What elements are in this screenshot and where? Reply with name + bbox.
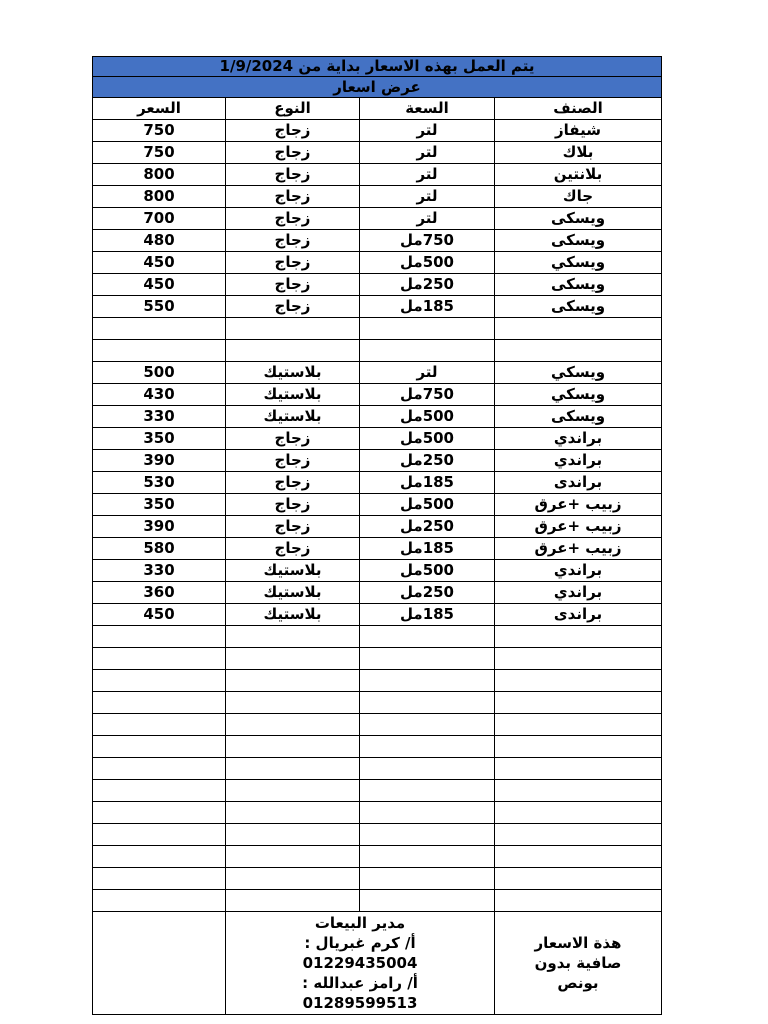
size-cell: 250مل bbox=[360, 274, 495, 296]
empty-cell bbox=[226, 714, 360, 736]
footer-row bbox=[93, 912, 662, 1015]
empty-cell bbox=[226, 670, 360, 692]
table-row bbox=[93, 252, 662, 274]
empty-cell bbox=[226, 736, 360, 758]
empty-cell bbox=[360, 318, 495, 340]
table-row bbox=[93, 164, 662, 186]
size-cell: لتر bbox=[360, 120, 495, 142]
column-header-size: السعة bbox=[360, 98, 495, 120]
price-cell: 580 bbox=[93, 538, 226, 560]
empty-row bbox=[93, 890, 662, 912]
product-cell: ويسكى bbox=[495, 406, 662, 428]
size-cell: 500مل bbox=[360, 252, 495, 274]
price-cell: 800 bbox=[93, 164, 226, 186]
type-cell: زجاج bbox=[226, 142, 360, 164]
empty-cell bbox=[495, 318, 662, 340]
product-cell: زبيب +عرق bbox=[495, 538, 662, 560]
size-cell: 500مل bbox=[360, 428, 495, 450]
manager-title: مدير البيعات bbox=[314, 914, 406, 932]
empty-cell bbox=[226, 824, 360, 846]
validity-notice: يتم العمل بهذه الاسعار بداية من 1/9/2024 bbox=[93, 57, 662, 77]
type-cell: بلاستيك bbox=[226, 406, 360, 428]
footer-blank-cell bbox=[93, 912, 226, 1015]
empty-cell bbox=[93, 714, 226, 736]
table-row bbox=[93, 230, 662, 252]
empty-cell bbox=[226, 340, 360, 362]
type-cell: زجاج bbox=[226, 164, 360, 186]
price-cell: 330 bbox=[93, 406, 226, 428]
table-row bbox=[93, 384, 662, 406]
table-row bbox=[93, 450, 662, 472]
product-cell: ويسكي bbox=[495, 252, 662, 274]
column-header-row bbox=[93, 98, 662, 120]
price-list-table bbox=[92, 56, 662, 1015]
product-cell: براندى bbox=[495, 604, 662, 626]
net-prices-note: هذة الاسعار صافية بدون بونص bbox=[495, 912, 662, 1015]
column-header-price: السعر bbox=[93, 98, 226, 120]
size-cell: 500مل bbox=[360, 560, 495, 582]
empty-cell bbox=[360, 780, 495, 802]
empty-cell bbox=[360, 802, 495, 824]
price-cell: 500 bbox=[93, 362, 226, 384]
type-cell: زجاج bbox=[226, 274, 360, 296]
empty-cell bbox=[226, 648, 360, 670]
empty-cell bbox=[495, 670, 662, 692]
empty-row bbox=[93, 758, 662, 780]
empty-cell bbox=[226, 868, 360, 890]
type-cell: زجاج bbox=[226, 428, 360, 450]
price-cell: 350 bbox=[93, 494, 226, 516]
empty-cell bbox=[360, 824, 495, 846]
size-cell: لتر bbox=[360, 186, 495, 208]
empty-cell bbox=[495, 648, 662, 670]
price-cell: 390 bbox=[93, 516, 226, 538]
product-cell: زبيب +عرق bbox=[495, 494, 662, 516]
empty-cell bbox=[226, 692, 360, 714]
empty-row bbox=[93, 670, 662, 692]
price-list-body bbox=[93, 57, 662, 1015]
price-cell: 550 bbox=[93, 296, 226, 318]
empty-cell bbox=[360, 340, 495, 362]
empty-cell bbox=[360, 736, 495, 758]
empty-cell bbox=[495, 758, 662, 780]
empty-cell bbox=[93, 846, 226, 868]
table-row bbox=[93, 582, 662, 604]
type-cell: زجاج bbox=[226, 208, 360, 230]
size-cell: لتر bbox=[360, 362, 495, 384]
empty-row bbox=[93, 648, 662, 670]
price-offer-title: عرض اسعار bbox=[93, 77, 662, 98]
empty-cell bbox=[93, 670, 226, 692]
empty-cell bbox=[93, 318, 226, 340]
notice-row bbox=[93, 57, 662, 77]
price-cell: 750 bbox=[93, 142, 226, 164]
type-cell: بلاستيك bbox=[226, 604, 360, 626]
empty-row bbox=[93, 846, 662, 868]
price-cell: 450 bbox=[93, 274, 226, 296]
product-cell: جاك bbox=[495, 186, 662, 208]
size-cell: 250مل bbox=[360, 582, 495, 604]
empty-cell bbox=[360, 868, 495, 890]
column-header-type: النوع bbox=[226, 98, 360, 120]
price-cell: 750 bbox=[93, 120, 226, 142]
table-row bbox=[93, 186, 662, 208]
empty-cell bbox=[226, 626, 360, 648]
empty-cell bbox=[360, 846, 495, 868]
empty-cell bbox=[360, 714, 495, 736]
contact-2-name: أ/ رامز عبدالله : bbox=[302, 974, 418, 992]
table-row bbox=[93, 362, 662, 384]
empty-cell bbox=[495, 692, 662, 714]
contact-1-phone: 01229435004 bbox=[302, 954, 418, 972]
price-cell: 390 bbox=[93, 450, 226, 472]
table-row bbox=[93, 120, 662, 142]
price-cell: 450 bbox=[93, 252, 226, 274]
price-cell: 800 bbox=[93, 186, 226, 208]
empty-row bbox=[93, 692, 662, 714]
empty-cell bbox=[93, 736, 226, 758]
type-cell: زجاج bbox=[226, 120, 360, 142]
table-row bbox=[93, 604, 662, 626]
price-cell: 700 bbox=[93, 208, 226, 230]
empty-row bbox=[93, 824, 662, 846]
size-cell: 500مل bbox=[360, 406, 495, 428]
type-cell: بلاستيك bbox=[226, 560, 360, 582]
contact-1-name: أ/ كرم غبريال : bbox=[304, 934, 416, 952]
empty-row bbox=[93, 714, 662, 736]
empty-cell bbox=[93, 802, 226, 824]
type-cell: بلاستيك bbox=[226, 362, 360, 384]
table-row bbox=[93, 538, 662, 560]
empty-cell bbox=[360, 692, 495, 714]
type-cell: زجاج bbox=[226, 494, 360, 516]
empty-cell bbox=[360, 890, 495, 912]
size-cell: 750مل bbox=[360, 230, 495, 252]
product-cell: ويسكي bbox=[495, 384, 662, 406]
column-header-product: الصنف bbox=[495, 98, 662, 120]
size-cell: 185مل bbox=[360, 296, 495, 318]
type-cell: زجاج bbox=[226, 252, 360, 274]
empty-cell bbox=[93, 648, 226, 670]
empty-row bbox=[93, 802, 662, 824]
product-cell: ويسكى bbox=[495, 296, 662, 318]
product-cell: بلاك bbox=[495, 142, 662, 164]
empty-row bbox=[93, 780, 662, 802]
empty-row bbox=[93, 736, 662, 758]
subtitle-row bbox=[93, 77, 662, 98]
empty-cell bbox=[226, 846, 360, 868]
price-cell: 330 bbox=[93, 560, 226, 582]
empty-cell bbox=[495, 736, 662, 758]
price-cell: 350 bbox=[93, 428, 226, 450]
empty-cell bbox=[495, 714, 662, 736]
table-row bbox=[93, 428, 662, 450]
product-cell: براندي bbox=[495, 560, 662, 582]
empty-cell bbox=[495, 802, 662, 824]
size-cell: 185مل bbox=[360, 538, 495, 560]
empty-cell bbox=[93, 626, 226, 648]
empty-cell bbox=[495, 868, 662, 890]
price-cell: 360 bbox=[93, 582, 226, 604]
price-cell: 450 bbox=[93, 604, 226, 626]
empty-cell bbox=[93, 340, 226, 362]
empty-cell bbox=[360, 670, 495, 692]
table-row bbox=[93, 142, 662, 164]
sales-manager-block bbox=[226, 912, 495, 1015]
table-row bbox=[93, 208, 662, 230]
empty-cell bbox=[495, 626, 662, 648]
empty-cell bbox=[226, 890, 360, 912]
size-cell: 750مل bbox=[360, 384, 495, 406]
product-cell: ويسكي bbox=[495, 362, 662, 384]
size-cell: لتر bbox=[360, 142, 495, 164]
table-row bbox=[93, 494, 662, 516]
empty-row bbox=[93, 340, 662, 362]
empty-cell bbox=[360, 626, 495, 648]
empty-cell bbox=[495, 890, 662, 912]
empty-cell bbox=[226, 758, 360, 780]
product-cell: ويسكى bbox=[495, 230, 662, 252]
product-cell: بلانتين bbox=[495, 164, 662, 186]
empty-cell bbox=[93, 868, 226, 890]
size-cell: 250مل bbox=[360, 450, 495, 472]
empty-row bbox=[93, 626, 662, 648]
empty-cell bbox=[93, 824, 226, 846]
type-cell: بلاستيك bbox=[226, 384, 360, 406]
contact-2-phone: 01289599513 bbox=[302, 994, 418, 1012]
empty-cell bbox=[226, 318, 360, 340]
empty-cell bbox=[360, 648, 495, 670]
table-row bbox=[93, 472, 662, 494]
empty-cell bbox=[360, 758, 495, 780]
product-cell: براندي bbox=[495, 450, 662, 472]
product-cell: زبيب +عرق bbox=[495, 516, 662, 538]
price-cell: 480 bbox=[93, 230, 226, 252]
table-row bbox=[93, 560, 662, 582]
empty-cell bbox=[226, 780, 360, 802]
type-cell: زجاج bbox=[226, 538, 360, 560]
size-cell: 250مل bbox=[360, 516, 495, 538]
table-row bbox=[93, 296, 662, 318]
product-cell: براندي bbox=[495, 428, 662, 450]
product-cell: ويسكى bbox=[495, 274, 662, 296]
empty-row bbox=[93, 868, 662, 890]
product-cell: ويسكى bbox=[495, 208, 662, 230]
empty-cell bbox=[495, 846, 662, 868]
type-cell: زجاج bbox=[226, 472, 360, 494]
table-row bbox=[93, 406, 662, 428]
empty-cell bbox=[495, 780, 662, 802]
size-cell: 185مل bbox=[360, 472, 495, 494]
type-cell: زجاج bbox=[226, 516, 360, 538]
product-cell: شيفاز bbox=[495, 120, 662, 142]
size-cell: لتر bbox=[360, 208, 495, 230]
size-cell: لتر bbox=[360, 164, 495, 186]
price-cell: 430 bbox=[93, 384, 226, 406]
size-cell: 185مل bbox=[360, 604, 495, 626]
empty-cell bbox=[495, 824, 662, 846]
product-cell: براندى bbox=[495, 472, 662, 494]
type-cell: بلاستيك bbox=[226, 582, 360, 604]
price-cell: 530 bbox=[93, 472, 226, 494]
type-cell: زجاج bbox=[226, 230, 360, 252]
empty-cell bbox=[93, 780, 226, 802]
table-row bbox=[93, 516, 662, 538]
empty-cell bbox=[93, 692, 226, 714]
type-cell: زجاج bbox=[226, 186, 360, 208]
empty-cell bbox=[93, 890, 226, 912]
type-cell: زجاج bbox=[226, 296, 360, 318]
product-cell: براندي bbox=[495, 582, 662, 604]
empty-row bbox=[93, 318, 662, 340]
empty-cell bbox=[226, 802, 360, 824]
size-cell: 500مل bbox=[360, 494, 495, 516]
type-cell: زجاج bbox=[226, 450, 360, 472]
empty-cell bbox=[495, 340, 662, 362]
table-row bbox=[93, 274, 662, 296]
empty-cell bbox=[93, 758, 226, 780]
